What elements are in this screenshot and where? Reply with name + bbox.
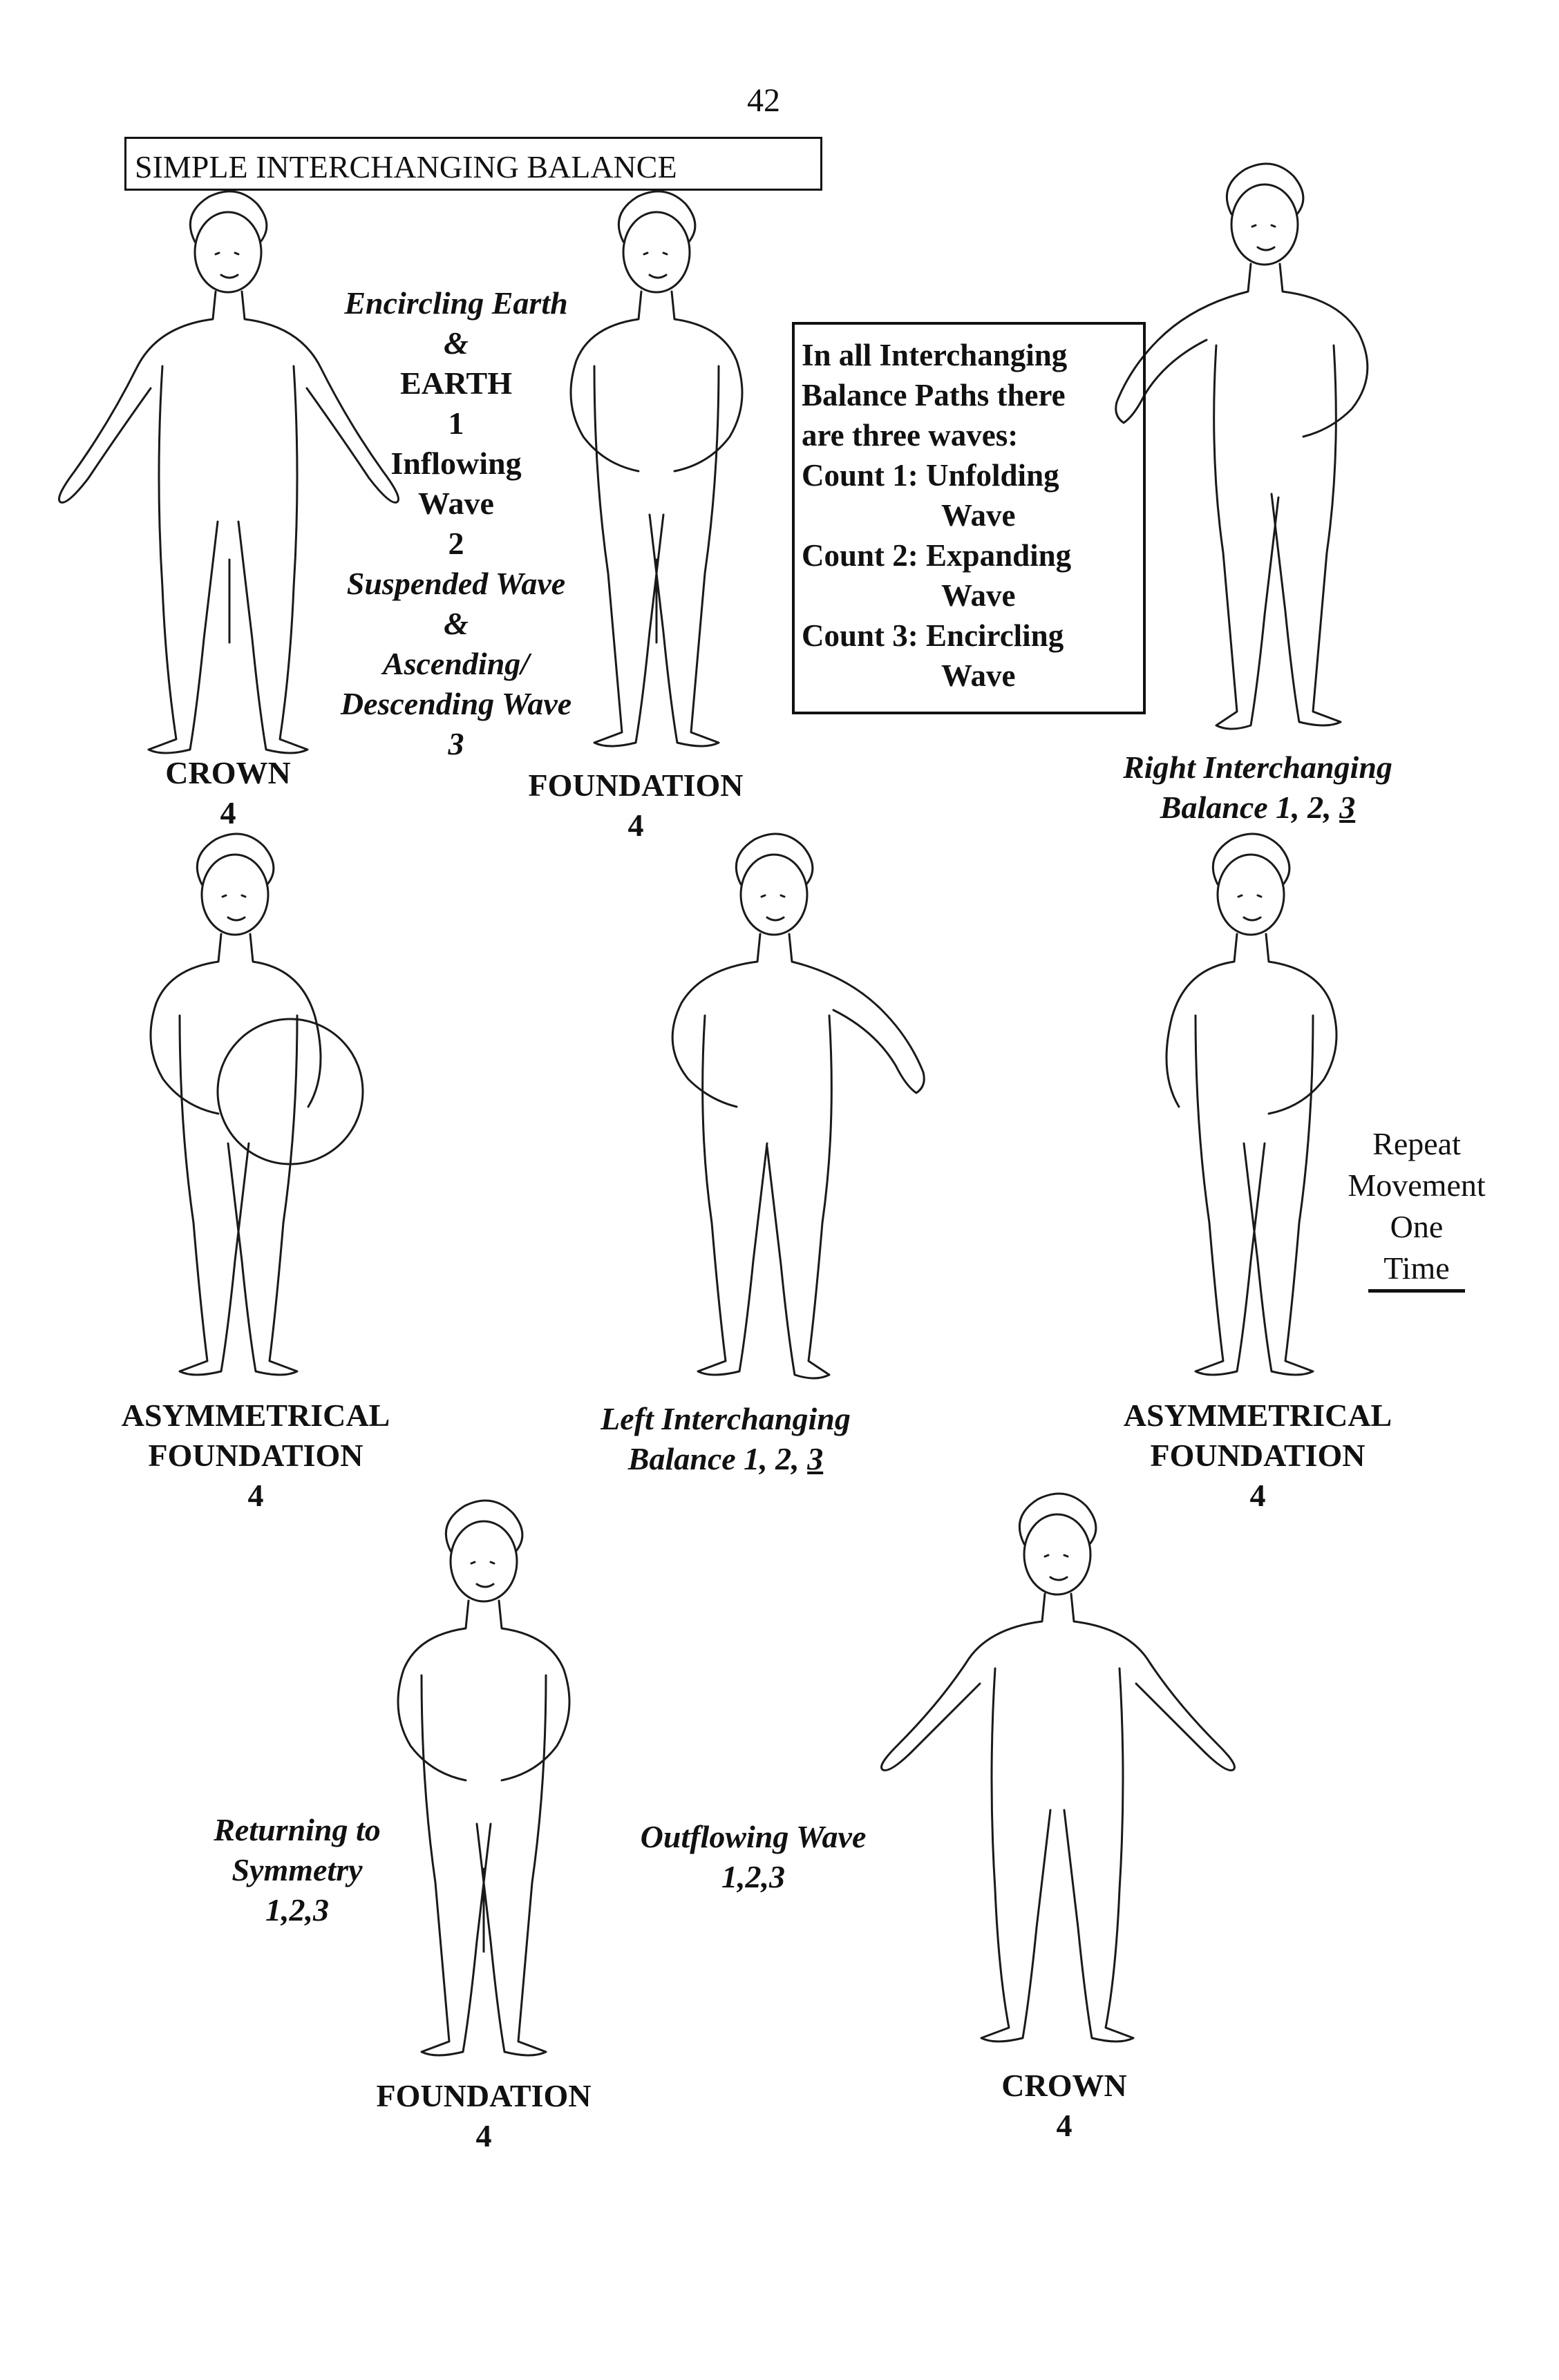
repeat-note: Repeat Movement One Time bbox=[1348, 1126, 1486, 1286]
human-figure-icon bbox=[151, 834, 321, 1375]
suspended-wave-label: Suspended Wave bbox=[346, 566, 566, 601]
info-line: Wave bbox=[941, 658, 1016, 693]
figure-asymmetrical-2 bbox=[1106, 843, 1396, 1396]
inflowing-label: Inflowing bbox=[390, 446, 522, 481]
figure-label-foundation-2: FOUNDATION 4 bbox=[376, 2078, 592, 2153]
figure-label-asymmetrical-2: ASYMMETRICAL FOUNDATION 4 bbox=[1123, 1398, 1392, 1513]
figure-label-left-interchanging: Left Interchanging Balance 1, 2, 3 bbox=[601, 1401, 851, 1476]
figure-label-right-interchanging: Right Interchanging Balance 1, 2, 3 bbox=[1123, 750, 1392, 825]
info-line: Count 3: Encircling bbox=[802, 618, 1064, 653]
info-line: In all Interchanging bbox=[802, 338, 1068, 372]
info-line: are three waves: bbox=[802, 418, 1019, 453]
descending-wave-label: Descending Wave bbox=[340, 686, 572, 721]
sphere-icon bbox=[218, 1019, 363, 1164]
info-line: Wave bbox=[941, 578, 1016, 613]
ampersand-label: & bbox=[444, 606, 469, 641]
encircling-earth-label: Encircling Earth bbox=[344, 285, 568, 321]
human-figure-icon bbox=[882, 1494, 1235, 2041]
wave-label: Wave bbox=[418, 486, 494, 521]
earth-label: EARTH bbox=[400, 365, 512, 401]
figure-label-crown-1: CROWN 4 bbox=[165, 755, 291, 830]
count-label: 1 bbox=[448, 406, 464, 441]
figure-label-crown-2: CROWN 4 bbox=[1001, 2068, 1127, 2143]
human-figure-icon bbox=[672, 834, 924, 1378]
ampersand-label: & bbox=[444, 325, 469, 361]
count-label: 2 bbox=[448, 526, 464, 561]
figure-label-asymmetrical-1: ASYMMETRICAL FOUNDATION 4 bbox=[121, 1398, 390, 1513]
title-box bbox=[124, 137, 822, 191]
human-figure-icon bbox=[1116, 164, 1368, 729]
ascending-label: Ascending/ bbox=[382, 646, 530, 681]
figure-left-interchanging bbox=[622, 843, 926, 1396]
figure-crown-2 bbox=[871, 1503, 1258, 2069]
transition-text bbox=[304, 283, 608, 764]
info-line: Balance Paths there bbox=[802, 378, 1066, 412]
info-line: Count 2: Expanding bbox=[802, 538, 1072, 573]
human-figure-icon bbox=[398, 1501, 569, 2055]
human-figure-icon bbox=[1166, 834, 1336, 1375]
returning-label: Returning to Symmetry 1,2,3 bbox=[214, 1812, 381, 1927]
repeat-underline bbox=[1368, 1289, 1465, 1293]
info-line: Count 1: Unfolding bbox=[802, 458, 1059, 493]
info-line: Wave bbox=[941, 498, 1016, 533]
figure-foundation-2 bbox=[346, 1510, 622, 2083]
page-title: SIMPLE INTERCHANGING BALANCE bbox=[135, 149, 677, 184]
page-number: 42 bbox=[747, 82, 780, 119]
count-label: 3 bbox=[448, 726, 464, 761]
outflowing-label: Outflowing Wave 1,2,3 bbox=[640, 1819, 867, 1894]
figure-label-foundation-1: FOUNDATION 4 bbox=[528, 768, 744, 843]
figure-right-interchanging bbox=[1106, 173, 1437, 746]
figure-asymmetrical-1 bbox=[124, 843, 401, 1396]
